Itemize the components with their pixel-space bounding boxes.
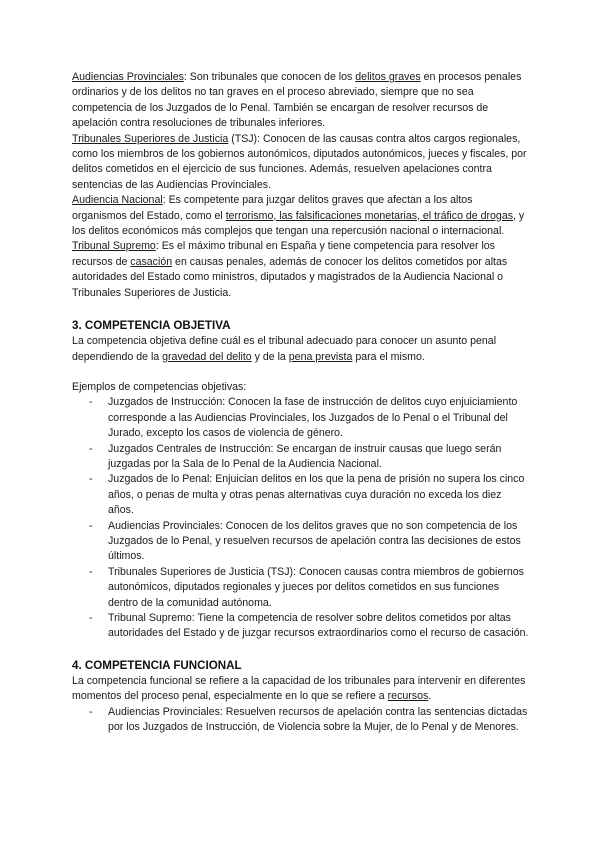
list-item: - Audiencias Provinciales: Conocen de los delitos graves que no son competencia de los Juzgados de lo Penal, y resuelven recursos de apelación contra las decisiones de estos últimos. bbox=[89, 519, 521, 563]
underlined-casacion: casación bbox=[130, 255, 173, 268]
list-item: - Juzgados de Instrucción: Conocen la fase de instrucción de delitos cuyo enjuiciamiento corresponde a las Audiencias Provinciales, los Juzgados de lo Penal o el Tribunal del Jurado, excepto los casos de violencia de género. bbox=[89, 396, 518, 440]
paragraph-audiencias-provinciales: Audiencias Provinciales: Son tribunales que conocen de los delitos graves en procesos penales ordinarios y de los delitos no tan graves en el proceso abreviado, siempre que no sea competencia de los Juzgados de lo Penal. También se encargan de resolver recursos de apelación contra resoluciones de tribunales inferiores. bbox=[72, 71, 522, 130]
objetiva-list bbox=[72, 395, 530, 642]
dash-bullet: - bbox=[89, 612, 93, 624]
term-audiencia-nacional: Audiencia Nacional bbox=[72, 194, 163, 207]
heading-competencia-funcional: 4. COMPETENCIA FUNCIONAL bbox=[72, 658, 242, 672]
list-item: - Juzgados de lo Penal: Enjuician delitos en los que la pena de prisión no supera los cinco años, o penas de multa y otras penas alternativas cuya duración no exceda los diez años. bbox=[89, 473, 525, 517]
term-tsj: Tribunales Superiores de Justicia bbox=[72, 132, 229, 145]
dash-bullet: - bbox=[89, 705, 93, 718]
list-item: - Tribunales Superiores de Justicia (TSJ): Conocen causas contra miembros de gobiernos autonómicos, diputados regionales y jueces por delitos cometidos en sus funciones dentro de la comunidad autónoma. bbox=[89, 565, 524, 609]
dash-bullet: - bbox=[89, 519, 93, 532]
dash-bullet: - bbox=[89, 565, 93, 578]
paragraph-tribunal-supremo: Tribunal Supremo: Es el máximo tribunal en España y tiene competencia para resolver los recursos de casación en causas penales, además de conocer los delitos cometidos por altas autoridades del Estado como ministros, diputados y magistrados de la Audiencia Nacional o Tribunales Superiores de Justicia. bbox=[72, 240, 508, 299]
term-tribunal-supremo: Tribunal Supremo bbox=[72, 240, 156, 253]
underlined-delitos-graves: delitos graves bbox=[355, 71, 421, 83]
underlined-recursos: recursos bbox=[387, 690, 429, 703]
list-item: - Juzgados Centrales de Instrucción: Se encargan de instruir causas que luego serán juzgadas por la Sala de lo Penal de la Audiencia Nacional. bbox=[89, 442, 502, 470]
heading-competencia-objetiva: 3. COMPETENCIA OBJETIVA bbox=[72, 319, 231, 333]
paragraph-audiencia-nacional: Audiencia Nacional: Es competente para juzgar delitos graves que afectan a los altos organismos del Estado, como el terrorismo, las falsificaciones monetarias, el tráfico de drogas, y los delitos económicos más complejos que tengan una repercusión nacional o internacional. bbox=[72, 194, 525, 238]
intro-competencia-objetiva: La competencia objetiva define cuál es el tribunal adecuado para conocer un asunto penal dependiendo de la gravedad del delito y de la pena prevista para el mismo. bbox=[72, 335, 497, 363]
funcional-list bbox=[72, 705, 530, 736]
dash-bullet: - bbox=[89, 396, 93, 409]
underlined-pena-prevista: pena prevista bbox=[288, 350, 353, 363]
dash-bullet: - bbox=[89, 442, 93, 455]
dash-bullet: - bbox=[89, 473, 93, 486]
intro-competencia-funcional: La competencia funcional se refiere a la capacidad de los tribunales para intervenir en diferentes momentos del proceso penal, especialmente en lo que se refiere a recursos. bbox=[72, 674, 526, 703]
term-audiencias-provinciales: Audiencias Provinciales bbox=[72, 71, 184, 83]
underlined-gravedad-delito: gravedad del delito bbox=[162, 350, 252, 363]
underlined-terrorismo: terrorismo, las falsificaciones monetarias, el tráfico de drogas bbox=[225, 209, 514, 222]
examples-label: Ejemplos de competencias objetivas: bbox=[72, 380, 247, 393]
list-item: - Tribunal Supremo: Tiene la competencia de resolver sobre delitos cometidos por altas autoridades del Estado y de juzgar recursos extraordinarios como el recurso de casación. bbox=[89, 612, 529, 640]
paragraph-tsj: Tribunales Superiores de Justicia (TSJ): Conocen de las causas contra altos cargos regionales, como los miembros de los gobiernos autonómicos, diputados autonómicos, jueces y fiscales, por delitos cometidos en el ejercicio de sus funciones. Además, resuelven apelaciones contra sentencias de las Audiencias Provinciales. bbox=[72, 132, 527, 191]
list-item: - Audiencias Provinciales: Resuelven recursos de apelación contra las sentencias dictadas por los Juzgados de Instrucción, de Violencia sobre la Mujer, de lo Penal y de Menores. bbox=[89, 705, 528, 734]
